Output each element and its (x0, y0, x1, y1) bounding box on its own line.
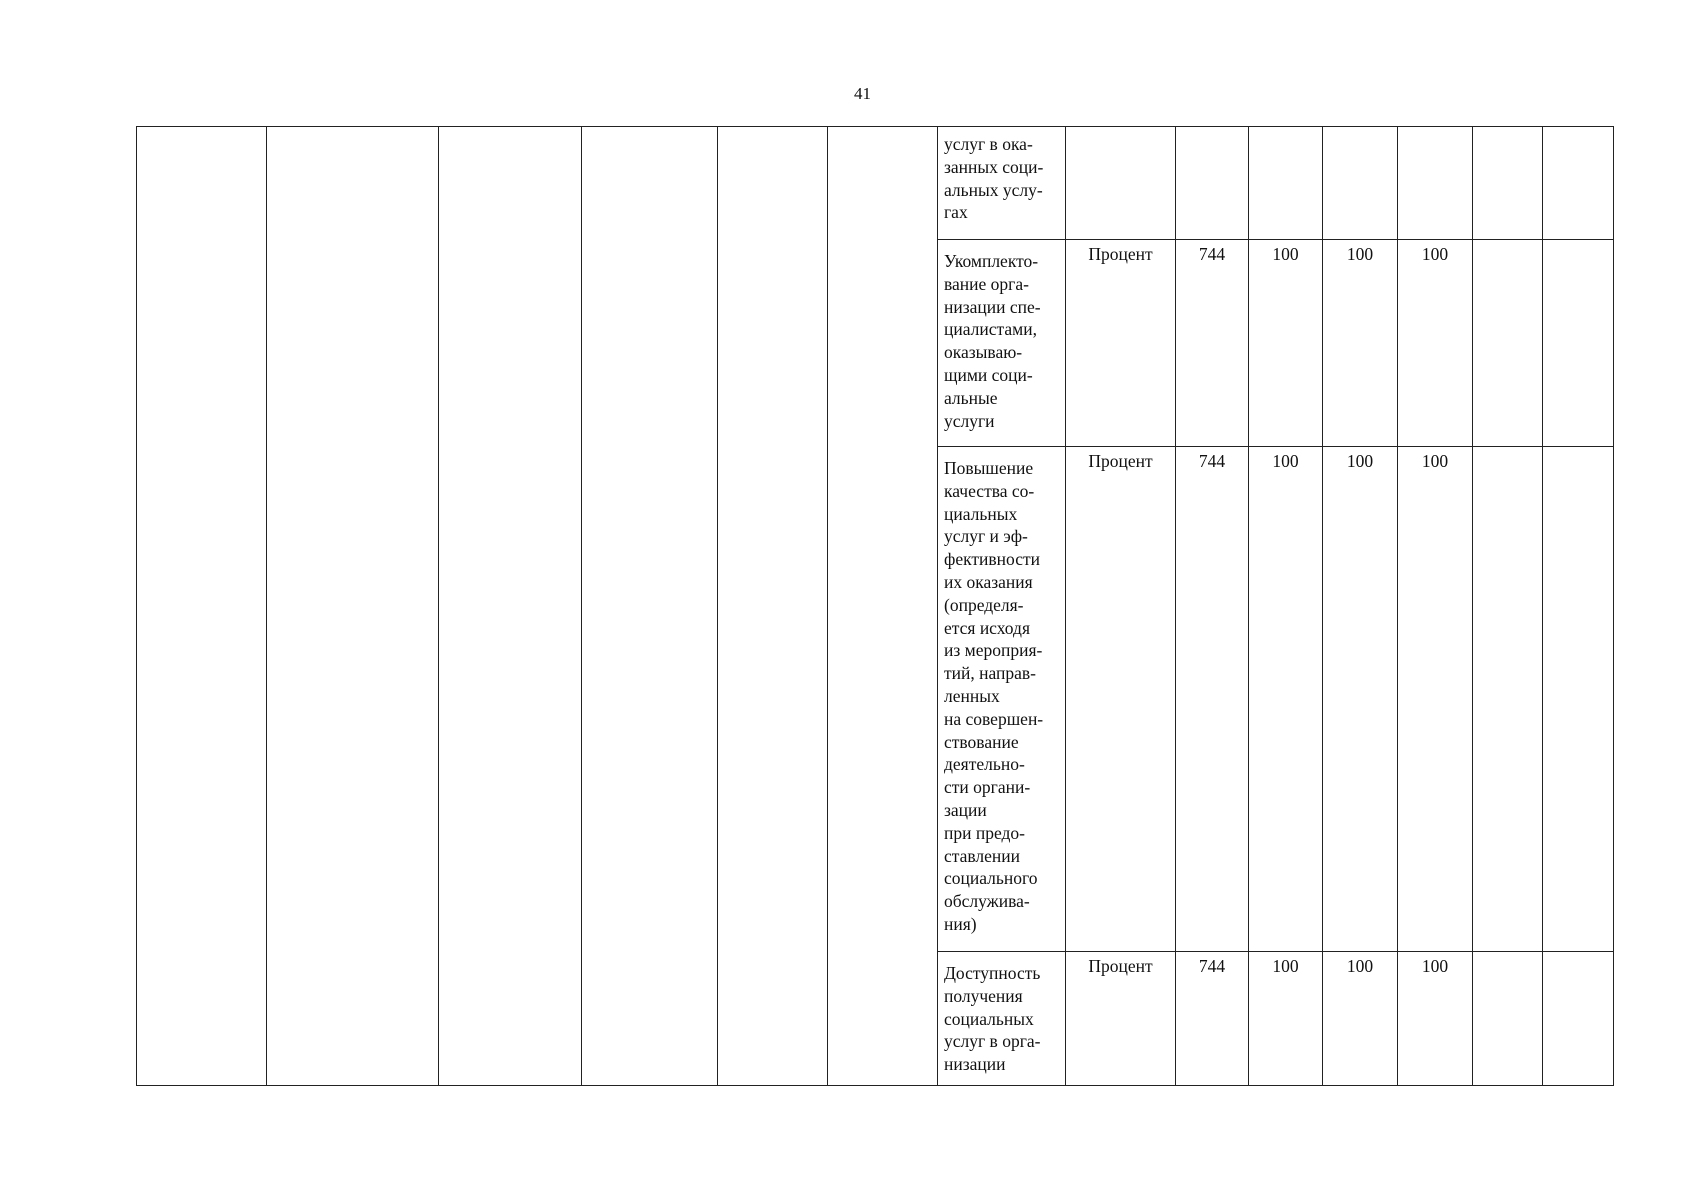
value-cell (1398, 127, 1473, 240)
value-cell (1323, 127, 1398, 240)
value-cell: 100 (1249, 447, 1323, 952)
code-cell: 744 (1176, 447, 1249, 952)
unit-cell: Процент (1066, 447, 1176, 952)
empty-cell (828, 127, 938, 1086)
value-cell (1249, 127, 1323, 240)
empty-cell (1473, 447, 1543, 952)
code-cell: 744 (1176, 952, 1249, 1086)
value-cell: 100 (1323, 447, 1398, 952)
empty-cell (1473, 952, 1543, 1086)
unit-cell (1066, 127, 1176, 240)
unit-cell: Процент (1066, 240, 1176, 447)
empty-cell (439, 127, 582, 1086)
value-cell: 100 (1249, 952, 1323, 1086)
value-cell: 100 (1323, 240, 1398, 447)
empty-cell (718, 127, 828, 1086)
empty-cell (1543, 952, 1614, 1086)
value-cell: 100 (1249, 240, 1323, 447)
value-cell: 100 (1398, 952, 1473, 1086)
indicator-name-cell: Доступность получения социальных услуг в орга- низации (938, 952, 1066, 1086)
empty-cell (1543, 447, 1614, 952)
empty-cell (267, 127, 439, 1086)
code-cell (1176, 127, 1249, 240)
services-table (136, 126, 1614, 1086)
empty-cell (1543, 127, 1614, 240)
indicator-name-cell: услуг в ока- занных соци- альных услу- гах (938, 127, 1066, 240)
value-cell: 100 (1398, 447, 1473, 952)
page-number: 41 (854, 84, 871, 103)
empty-cell (137, 127, 267, 1086)
empty-cell (1473, 240, 1543, 447)
indicator-name-cell: Укомплекто- вание орга- низации спе- циалистами, оказываю- щими соци- альные услуги (938, 240, 1066, 447)
empty-cell (1543, 240, 1614, 447)
value-cell: 100 (1398, 240, 1473, 447)
empty-cell (1473, 127, 1543, 240)
unit-cell: Процент (1066, 952, 1176, 1086)
indicator-name-cell: Повышение качества со- циальных услуг и эф- фективности их оказания (определя- ется исходя из мероприя- тий, направ- ленных на совершен- ствование деятельно- сти органи- зации при предо- ставлении социального обслужива- ния) (938, 447, 1066, 952)
table-row (137, 127, 1614, 240)
empty-cell (582, 127, 718, 1086)
code-cell: 744 (1176, 240, 1249, 447)
value-cell: 100 (1323, 952, 1398, 1086)
